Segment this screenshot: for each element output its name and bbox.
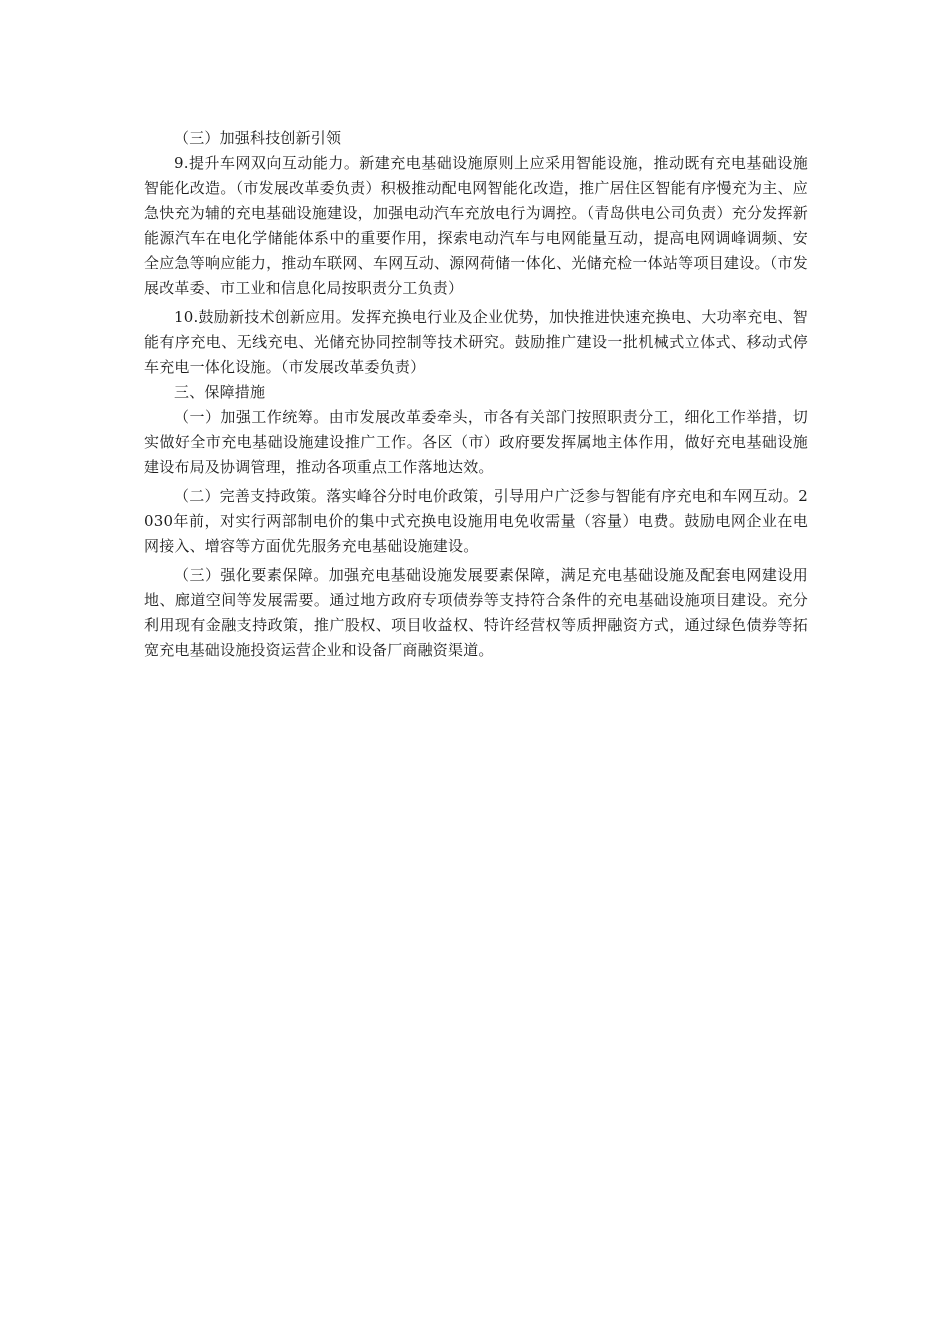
section-heading-tech-innovation: （三）加强科技创新引领	[174, 129, 342, 147]
paragraph-safeguard-2: （二）完善支持政策。落实峰谷分时电价政策，引导用户广泛参与智能有序充电和车网互动。2030年前，对实行两部制电价的集中式充换电设施用电免收需量（容量）电费。鼓励电网企业在电网接入、增容等方面优先服务充电基础设施建设。	[144, 487, 808, 555]
section-heading-safeguards: 三、保障措施	[174, 383, 266, 401]
paragraph-item-10: 10.鼓励新技术创新应用。发挥充换电行业及企业优势，加快推进快速充换电、大功率充电、智能有序充电、无线充电、光储充协同控制等技术研究。鼓励推广建设一批机械式立体式、移动式停车充电一体化设施。（市发展改革委负责）	[144, 308, 808, 376]
document-body	[144, 126, 808, 663]
paragraph-safeguard-3: （三）强化要素保障。加强充电基础设施发展要素保障，满足充电基础设施及配套电网建设用地、廊道空间等发展需要。通过地方政府专项债券等支持符合条件的充电基础设施项目建设。充分利用现有金融支持政策，推广股权、项目收益权、特许经营权等质押融资方式，通过绿色债券等拓宽充电基础设施投资运营企业和设备厂商融资渠道。	[144, 566, 808, 659]
paragraph-safeguard-1: （一）加强工作统筹。由市发展改革委牵头，市各有关部门按照职责分工，细化工作举措，切实做好全市充电基础设施建设推广工作。各区（市）政府要发挥属地主体作用，做好充电基础设施建设布局及协调管理，推动各项重点工作落地达效。	[144, 408, 808, 476]
paragraph-item-9: 9.提升车网双向互动能力。新建充电基础设施原则上应采用智能设施，推动既有充电基础设施智能化改造。（市发展改革委负责）积极推动配电网智能化改造，推广居住区智能有序慢充为主、应急快充为辅的充电基础设施建设，加强电动汽车充放电行为调控。（青岛供电公司负责）充分发挥新能源汽车在电化学储能体系中的重要作用，探索电动汽车与电网能量互动，提高电网调峰调频、安全应急等响应能力，推动车联网、车网互动、源网荷储一体化、光储充检一体站等项目建设。（市发展改革委、市工业和信息化局按职责分工负责）	[144, 154, 808, 297]
